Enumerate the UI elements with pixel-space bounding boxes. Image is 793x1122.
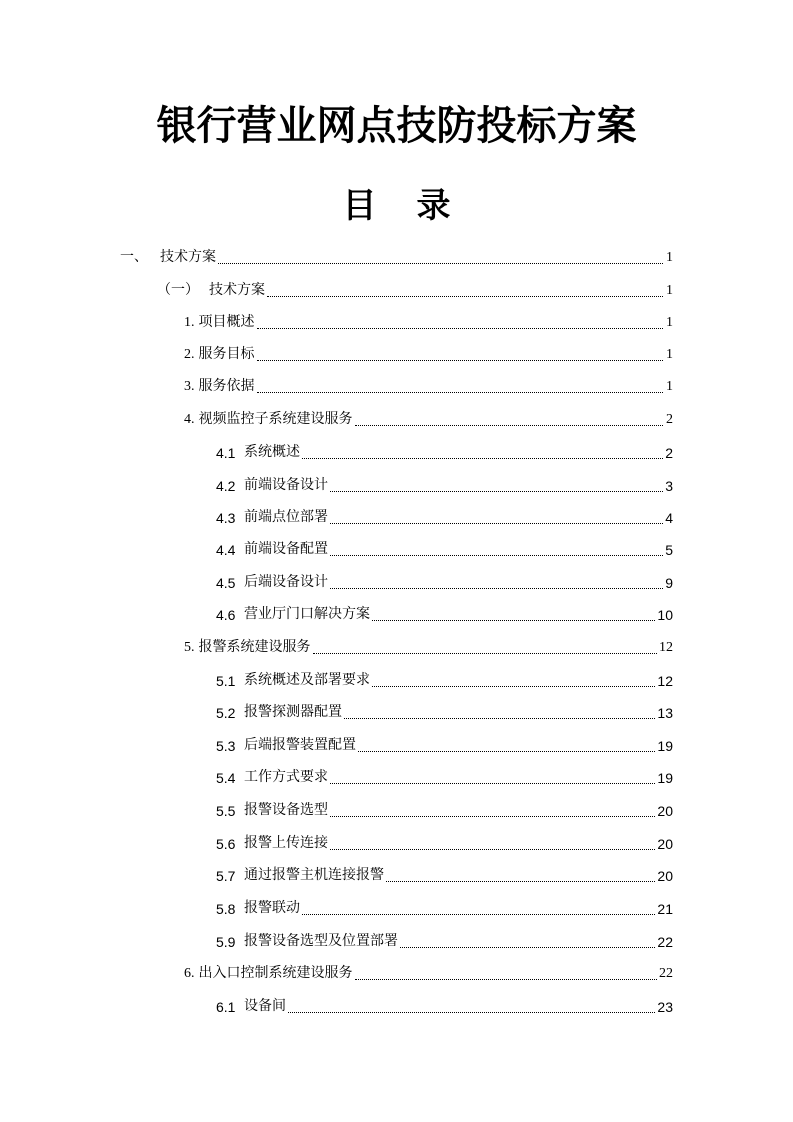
toc-entry-number: 6.1 <box>216 999 236 1015</box>
toc-entry[interactable] <box>216 536 673 560</box>
toc-dot-leader <box>313 653 658 654</box>
toc-entry[interactable] <box>216 699 673 723</box>
toc-entry-page-number: 1 <box>666 379 673 394</box>
toc-entry-label: 前端设备设计 <box>244 478 328 493</box>
toc-entry[interactable] <box>184 309 673 333</box>
toc-entry[interactable] <box>184 406 673 430</box>
toc-entry[interactable] <box>216 504 673 528</box>
toc-entry-number: 1. <box>184 315 195 330</box>
toc-entry-page-number: 1 <box>666 250 673 265</box>
toc-entry-number: 5.9 <box>216 934 236 950</box>
toc-entry-number: 5.1 <box>216 673 236 689</box>
toc-dot-leader <box>330 491 663 492</box>
toc-entry[interactable] <box>216 993 673 1017</box>
toc-entry-page-number: 10 <box>657 607 673 623</box>
toc-entry[interactable] <box>216 667 673 691</box>
toc-dot-leader <box>344 718 655 719</box>
toc-entry-page-number: 4 <box>665 510 673 526</box>
toc-entry[interactable] <box>157 277 673 301</box>
toc-entry-label: 出入口控制系统建设服务 <box>198 966 353 981</box>
toc-entry[interactable] <box>216 862 673 886</box>
toc-entry-label: 营业厅门口解决方案 <box>244 607 370 622</box>
toc-dot-leader <box>330 523 663 524</box>
toc-entry-number: 2. <box>184 347 195 362</box>
toc-entry-page-number: 2 <box>666 412 673 427</box>
toc-dot-leader <box>218 263 663 264</box>
toc-entry-page-number: 20 <box>657 868 673 884</box>
toc-entry-label: 前端设备配置 <box>244 542 328 557</box>
toc-entry-number: 3. <box>184 379 195 394</box>
toc-heading-char-2: 录 <box>416 186 451 226</box>
toc-entry[interactable] <box>216 601 673 625</box>
toc-entry-number: 4.3 <box>216 510 236 526</box>
toc-dot-leader <box>386 881 655 882</box>
toc-entry-label: 系统概述 <box>244 445 300 460</box>
toc-entry[interactable] <box>216 569 673 593</box>
toc-entry[interactable] <box>184 960 673 984</box>
toc-entry-number: 一、 <box>120 250 148 265</box>
toc-entry-label: 后端设备设计 <box>244 575 328 590</box>
toc-entry-label: 服务目标 <box>198 347 255 362</box>
toc-entry-label: 报警设备选型 <box>244 803 328 818</box>
toc-entry-label: 报警上传连接 <box>244 836 328 851</box>
toc-entry[interactable] <box>216 764 673 788</box>
toc-entry-label: 项目概述 <box>198 315 255 330</box>
toc-entry-page-number: 19 <box>657 770 673 786</box>
toc-dot-leader <box>372 686 655 687</box>
toc-dot-leader <box>257 328 664 329</box>
toc-entry-page-number: 22 <box>657 934 673 950</box>
toc-entry-number: 5. <box>184 640 195 655</box>
toc-entry-number: 5.3 <box>216 738 236 754</box>
toc-entry-label: 报警系统建设服务 <box>198 640 311 655</box>
toc-entry-page-number: 13 <box>657 705 673 721</box>
toc-dot-leader <box>257 360 664 361</box>
toc-entry-number: 6. <box>184 966 195 981</box>
toc-dot-leader <box>330 783 655 784</box>
toc-entry-label: 后端报警装置配置 <box>244 738 356 753</box>
toc-entry-number: 4.2 <box>216 478 236 494</box>
toc-entry-page-number: 1 <box>666 283 673 298</box>
toc-entry-page-number: 12 <box>657 673 673 689</box>
toc-entry-number: 5.4 <box>216 770 236 786</box>
toc-dot-leader <box>302 914 655 915</box>
toc-entry[interactable] <box>184 373 673 397</box>
toc-entry-number: 4.5 <box>216 575 236 591</box>
toc-dot-leader <box>358 751 655 752</box>
toc-entry-label: 设备间 <box>244 999 286 1014</box>
toc-dot-leader <box>355 425 664 426</box>
toc-entry[interactable] <box>216 928 673 952</box>
toc-entry-page-number: 21 <box>657 901 673 917</box>
toc-heading-char-1: 目 <box>342 186 377 226</box>
toc-dot-leader <box>267 296 663 297</box>
toc-dot-leader <box>372 620 655 621</box>
toc-heading <box>0 184 793 228</box>
toc-dot-leader <box>288 1012 655 1013</box>
toc-entry-page-number: 3 <box>665 478 673 494</box>
toc-dot-leader <box>355 979 658 980</box>
toc-entry-label: 报警设备选型及位置部署 <box>244 934 398 949</box>
toc-entry-number: 4.1 <box>216 445 236 461</box>
toc-dot-leader <box>257 392 664 393</box>
toc-entry-label: 报警探测器配置 <box>244 705 342 720</box>
toc-entry-number: 5.8 <box>216 901 236 917</box>
toc-dot-leader <box>330 588 663 589</box>
toc-entry-label: 前端点位部署 <box>244 510 328 525</box>
toc-entry-number: 5.7 <box>216 868 236 884</box>
toc-entry-number: 4. <box>184 412 195 427</box>
toc-entry-label: 通过报警主机连接报警 <box>244 868 384 883</box>
toc-dot-leader <box>330 849 655 850</box>
toc-entry-label: 服务依据 <box>198 379 255 394</box>
toc-entry[interactable] <box>216 732 673 756</box>
toc-entry-number: 5.5 <box>216 803 236 819</box>
toc-entry-label: 报警联动 <box>244 901 300 916</box>
toc-entry-label: 技术方案 <box>160 250 216 265</box>
toc-entry-page-number: 23 <box>657 999 673 1015</box>
toc-entry-page-number: 20 <box>657 836 673 852</box>
toc-entry[interactable] <box>184 634 673 658</box>
toc-entry-number: 5.2 <box>216 705 236 721</box>
toc-dot-leader <box>330 816 655 817</box>
toc-entry[interactable] <box>216 797 673 821</box>
toc-entry-page-number: 20 <box>657 803 673 819</box>
document-title: 银行营业网点技防投标方案 <box>156 103 637 149</box>
toc-entry-page-number: 1 <box>666 347 673 362</box>
toc-entry-number: 4.6 <box>216 607 236 623</box>
toc-entry-page-number: 1 <box>666 315 673 330</box>
toc-entry[interactable] <box>216 439 673 463</box>
toc-dot-leader <box>302 458 663 459</box>
toc-entry-page-number: 22 <box>659 966 673 981</box>
toc-entry[interactable] <box>216 830 673 854</box>
toc-entry-page-number: 5 <box>665 542 673 558</box>
toc-entry-page-number: 9 <box>665 575 673 591</box>
toc-entry-page-number: 2 <box>665 445 673 461</box>
toc-dot-leader <box>400 947 655 948</box>
toc-entry[interactable] <box>120 244 673 268</box>
toc-entry[interactable] <box>216 895 673 919</box>
toc-entry-label: 视频监控子系统建设服务 <box>198 412 353 427</box>
toc-entry-number: （一） <box>157 283 199 298</box>
toc-entry-page-number: 12 <box>659 640 673 655</box>
toc-entry-label: 工作方式要求 <box>244 770 328 785</box>
toc-entry-page-number: 19 <box>657 738 673 754</box>
toc-entry-label: 系统概述及部署要求 <box>244 673 370 688</box>
toc-entry[interactable] <box>184 341 673 365</box>
toc-entry-label: 技术方案 <box>209 283 265 298</box>
toc-dot-leader <box>330 555 663 556</box>
toc-entry[interactable] <box>216 472 673 496</box>
toc-entry-number: 4.4 <box>216 542 236 558</box>
toc-entry-number: 5.6 <box>216 836 236 852</box>
